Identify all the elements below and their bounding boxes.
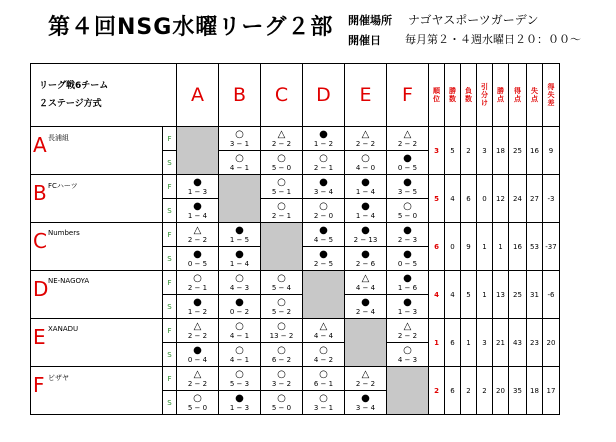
match-result-cell [261, 391, 303, 415]
result-symbol-icon: ○ [235, 129, 244, 140]
match-score: 4 − 0 [355, 164, 376, 172]
team-name: FCハーツ [48, 182, 78, 190]
result-symbol-icon: △ [361, 273, 370, 284]
stat-points: 21 [493, 319, 509, 367]
stat-gf: 24 [509, 175, 527, 223]
stat-rank: 1 [429, 319, 445, 367]
match-score: 2 − 1 [187, 284, 208, 292]
stat-gf: 35 [509, 367, 527, 415]
match-result-cell [219, 223, 261, 247]
match-result-cell [387, 151, 429, 175]
self-match-cell [177, 127, 219, 175]
match-result-cell [303, 391, 345, 415]
stat-header-5: 得点 [509, 64, 527, 127]
result-symbol-icon: ○ [319, 201, 328, 212]
match-result-cell [177, 295, 219, 319]
self-match-cell [345, 319, 387, 367]
stat-gf: 25 [509, 271, 527, 319]
match-score: 0 − 4 [187, 356, 208, 364]
stage-label: F [163, 223, 177, 247]
match-score: 1 − 3 [187, 188, 208, 196]
stat-header-1: 勝数 [445, 64, 461, 127]
team-name: NE-NAGOYA [48, 277, 90, 285]
result-symbol-icon: ○ [193, 273, 202, 284]
table-row [31, 175, 560, 199]
stat-diff: -3 [543, 175, 560, 223]
match-result-cell [303, 223, 345, 247]
column-header-e: E [345, 64, 387, 127]
result-symbol-icon: ○ [193, 393, 202, 404]
match-score: 5 − 0 [271, 404, 292, 412]
venue-value: ナゴヤスポーツガーデン [408, 13, 539, 27]
result-symbol-icon: ○ [277, 177, 286, 188]
match-result-cell [219, 343, 261, 367]
match-score: 3 − 1 [229, 140, 250, 148]
stat-wins: 5 [445, 127, 461, 175]
stat-losses: 5 [461, 271, 477, 319]
stat-points: 18 [493, 127, 509, 175]
stat-draws: 2 [477, 367, 493, 415]
match-result-cell [387, 127, 429, 151]
result-symbol-icon: ○ [319, 153, 328, 164]
table-corner [31, 64, 177, 127]
stat-draws: 0 [477, 175, 493, 223]
match-result-cell [261, 343, 303, 367]
match-score: 1 − 6 [397, 284, 418, 292]
result-symbol-icon: △ [277, 129, 286, 140]
stage-label: S [163, 391, 177, 415]
stat-draws: 3 [477, 127, 493, 175]
result-symbol-icon: ○ [235, 321, 244, 332]
stat-rank: 2 [429, 367, 445, 415]
match-result-cell [177, 367, 219, 391]
match-result-cell [219, 127, 261, 151]
match-score: 4 − 4 [313, 332, 334, 340]
match-result-cell [387, 175, 429, 199]
match-result-cell [219, 295, 261, 319]
result-symbol-icon: ● [403, 177, 412, 188]
match-result-cell [387, 271, 429, 295]
self-match-cell [261, 223, 303, 271]
match-score: 2 − 1 [271, 212, 292, 220]
stat-wins: 6 [445, 367, 461, 415]
result-symbol-icon: ● [235, 249, 244, 260]
match-result-cell [261, 151, 303, 175]
result-symbol-icon: ● [193, 201, 202, 212]
result-symbol-icon: △ [319, 321, 328, 332]
result-symbol-icon: ○ [277, 201, 286, 212]
team-cell [31, 367, 163, 415]
stat-diff: -37 [543, 223, 560, 271]
stat-points: 12 [493, 175, 509, 223]
match-result-cell [345, 175, 387, 199]
match-result-cell [219, 247, 261, 271]
stat-gf: 16 [509, 223, 527, 271]
result-symbol-icon: ● [361, 225, 370, 236]
team-letter: C [33, 229, 47, 253]
match-score: 5 − 1 [271, 188, 292, 196]
match-result-cell [261, 199, 303, 223]
column-header-c: C [261, 64, 303, 127]
result-symbol-icon: ○ [277, 393, 286, 404]
match-score: 1 − 5 [229, 236, 250, 244]
match-score: 2 − 2 [397, 332, 418, 340]
match-result-cell [261, 127, 303, 151]
match-result-cell [303, 247, 345, 271]
team-letter: B [33, 181, 47, 205]
match-result-cell [219, 391, 261, 415]
match-result-cell [345, 271, 387, 295]
stat-ga: 53 [527, 223, 543, 271]
result-symbol-icon: ● [235, 393, 244, 404]
team-letter: A [33, 133, 47, 157]
match-result-cell [387, 343, 429, 367]
match-result-cell [303, 343, 345, 367]
match-score: 5 − 3 [229, 380, 250, 388]
match-result-cell [261, 319, 303, 343]
match-result-cell [261, 175, 303, 199]
stat-gf: 43 [509, 319, 527, 367]
match-score: 1 − 4 [187, 212, 208, 220]
stat-header-0: 順位 [429, 64, 445, 127]
result-symbol-icon: ● [403, 153, 412, 164]
stage-label: F [163, 319, 177, 343]
stat-draws: 1 [477, 271, 493, 319]
match-result-cell [177, 271, 219, 295]
team-cell [31, 271, 163, 319]
team-letter: D [33, 277, 49, 301]
result-symbol-icon: ● [361, 297, 370, 308]
result-symbol-icon: ● [319, 129, 328, 140]
match-result-cell [303, 151, 345, 175]
stage-label: F [163, 175, 177, 199]
result-symbol-icon: ○ [361, 153, 370, 164]
stat-header-3: 引分け [477, 64, 493, 127]
team-name: Numbers [48, 229, 80, 237]
match-score: 5 − 0 [271, 164, 292, 172]
stat-wins: 4 [445, 175, 461, 223]
match-result-cell [177, 175, 219, 199]
match-result-cell [219, 271, 261, 295]
table-row [31, 319, 560, 343]
stat-header-4: 勝点 [493, 64, 509, 127]
match-score: 5 − 0 [397, 212, 418, 220]
date-label: 開催日 [348, 34, 381, 47]
match-result-cell [261, 295, 303, 319]
result-symbol-icon: ● [361, 249, 370, 260]
stage-label: S [163, 199, 177, 223]
match-score: 1 − 2 [313, 140, 334, 148]
result-symbol-icon: ○ [319, 345, 328, 356]
match-score: 0 − 5 [397, 164, 418, 172]
match-result-cell [345, 295, 387, 319]
stat-ga: 23 [527, 319, 543, 367]
match-result-cell [387, 199, 429, 223]
match-result-cell [177, 391, 219, 415]
stat-ga: 27 [527, 175, 543, 223]
page-title: 第４回NSG水曜リーグ２部 [48, 15, 334, 40]
stat-rank: 4 [429, 271, 445, 319]
stat-points: 1 [493, 223, 509, 271]
team-name: XANADU [48, 325, 79, 333]
match-result-cell [177, 247, 219, 271]
result-symbol-icon: ● [361, 177, 370, 188]
result-symbol-icon: ○ [277, 153, 286, 164]
result-symbol-icon: △ [193, 225, 202, 236]
column-header-a: A [177, 64, 219, 127]
result-symbol-icon: △ [193, 321, 202, 332]
match-score: 2 − 2 [187, 332, 208, 340]
stat-losses: 2 [461, 367, 477, 415]
match-result-cell [345, 199, 387, 223]
match-score: 13 − 2 [269, 332, 294, 340]
match-score: 2 − 4 [355, 308, 376, 316]
match-score: 2 − 3 [397, 236, 418, 244]
stat-header-6: 失点 [527, 64, 543, 127]
result-symbol-icon: ● [403, 249, 412, 260]
team-name: 長浦組 [48, 134, 69, 142]
result-symbol-icon: △ [361, 369, 370, 380]
stat-ga: 18 [527, 367, 543, 415]
match-result-cell [219, 367, 261, 391]
result-symbol-icon: ● [193, 177, 202, 188]
result-symbol-icon: ○ [403, 345, 412, 356]
stage-label: S [163, 343, 177, 367]
league-format-line2: ２ステージ方式 [39, 99, 102, 109]
self-match-cell [303, 271, 345, 319]
self-match-cell [387, 367, 429, 415]
stage-label: S [163, 151, 177, 175]
match-result-cell [177, 343, 219, 367]
result-symbol-icon: ● [319, 249, 328, 260]
stage-label: F [163, 127, 177, 151]
match-result-cell [303, 319, 345, 343]
stat-diff: 9 [543, 127, 560, 175]
team-letter: E [33, 325, 46, 349]
result-symbol-icon: ○ [235, 153, 244, 164]
match-score: 4 − 4 [355, 284, 376, 292]
result-symbol-icon: ○ [277, 297, 286, 308]
match-score: 0 − 5 [187, 260, 208, 268]
match-result-cell [177, 223, 219, 247]
result-symbol-icon: ● [403, 273, 412, 284]
stage-label: F [163, 367, 177, 391]
stat-diff: -6 [543, 271, 560, 319]
table-row [31, 223, 560, 247]
match-result-cell [387, 223, 429, 247]
match-result-cell [345, 367, 387, 391]
match-score: 0 − 2 [229, 308, 250, 316]
stat-ga: 31 [527, 271, 543, 319]
match-score: 4 − 1 [229, 356, 250, 364]
stat-header-7: 得失差 [543, 64, 560, 127]
result-symbol-icon: △ [403, 129, 412, 140]
result-symbol-icon: ● [235, 297, 244, 308]
match-score: 2 − 2 [355, 380, 376, 388]
result-symbol-icon: ○ [277, 273, 286, 284]
self-match-cell [219, 175, 261, 223]
match-score: 2 − 13 [353, 236, 378, 244]
match-result-cell [345, 127, 387, 151]
result-symbol-icon: ● [193, 297, 202, 308]
match-score: 6 − 2 [271, 356, 292, 364]
match-score: 3 − 4 [355, 404, 376, 412]
result-symbol-icon: △ [403, 321, 412, 332]
match-result-cell [345, 223, 387, 247]
result-symbol-icon: ○ [235, 273, 244, 284]
date-value: 毎月第２・４週水曜日２０：００〜 [405, 33, 581, 46]
match-result-cell [177, 319, 219, 343]
match-result-cell [219, 319, 261, 343]
match-result-cell [261, 271, 303, 295]
match-result-cell [387, 319, 429, 343]
stat-rank: 5 [429, 175, 445, 223]
match-score: 2 − 2 [187, 380, 208, 388]
match-result-cell [303, 175, 345, 199]
match-result-cell [387, 247, 429, 271]
table-header-row [31, 64, 560, 127]
stat-losses: 6 [461, 175, 477, 223]
result-symbol-icon: △ [361, 129, 370, 140]
team-letter: F [33, 373, 45, 397]
result-symbol-icon: ● [235, 225, 244, 236]
stat-gf: 25 [509, 127, 527, 175]
match-score: 4 − 5 [313, 236, 334, 244]
match-score: 3 − 1 [313, 404, 334, 412]
match-result-cell [303, 367, 345, 391]
result-symbol-icon: ○ [235, 345, 244, 356]
match-score: 1 − 4 [229, 260, 250, 268]
column-header-d: D [303, 64, 345, 127]
stage-label: S [163, 295, 177, 319]
stage-label: S [163, 247, 177, 271]
match-score: 2 − 1 [313, 164, 334, 172]
team-cell [31, 223, 163, 271]
match-score: 5 − 4 [271, 284, 292, 292]
result-symbol-icon: ○ [319, 393, 328, 404]
match-result-cell [345, 151, 387, 175]
match-score: 2 − 0 [313, 212, 334, 220]
table-row [31, 127, 560, 151]
match-score: 1 − 3 [397, 308, 418, 316]
match-score: 4 − 3 [397, 356, 418, 364]
result-symbol-icon: ○ [403, 201, 412, 212]
match-score: 2 − 2 [397, 140, 418, 148]
match-score: 3 − 5 [397, 188, 418, 196]
result-symbol-icon: ● [403, 225, 412, 236]
stat-wins: 0 [445, 223, 461, 271]
match-result-cell [177, 199, 219, 223]
result-symbol-icon: △ [193, 369, 202, 380]
match-score: 2 − 6 [355, 260, 376, 268]
result-symbol-icon: ○ [277, 321, 286, 332]
match-score: 4 − 3 [229, 284, 250, 292]
result-symbol-icon: ○ [277, 345, 286, 356]
match-score: 0 − 5 [397, 260, 418, 268]
match-score: 5 − 2 [271, 308, 292, 316]
result-symbol-icon: ○ [319, 369, 328, 380]
match-score: 1 − 3 [229, 404, 250, 412]
team-cell [31, 319, 163, 367]
match-result-cell [345, 391, 387, 415]
team-cell [31, 127, 163, 175]
result-symbol-icon: ● [193, 249, 202, 260]
match-result-cell [303, 127, 345, 151]
match-score: 4 − 1 [229, 332, 250, 340]
stat-draws: 1 [477, 223, 493, 271]
table-row [31, 367, 560, 391]
stat-draws: 3 [477, 319, 493, 367]
league-format-line1: リーグ戦6チーム [39, 81, 109, 91]
result-symbol-icon: ○ [235, 369, 244, 380]
stage-label: F [163, 271, 177, 295]
result-symbol-icon: ● [319, 225, 328, 236]
match-score: 3 − 2 [271, 380, 292, 388]
match-score: 2 − 2 [187, 236, 208, 244]
stat-header-2: 負数 [461, 64, 477, 127]
match-score: 4 − 1 [229, 164, 250, 172]
stat-diff: 17 [543, 367, 560, 415]
table-row [31, 271, 560, 295]
stat-rank: 3 [429, 127, 445, 175]
match-result-cell [345, 247, 387, 271]
league-table [30, 63, 560, 415]
match-score: 1 − 4 [355, 188, 376, 196]
result-symbol-icon: ● [361, 201, 370, 212]
stat-points: 20 [493, 367, 509, 415]
result-symbol-icon: ● [193, 345, 202, 356]
column-header-b: B [219, 64, 261, 127]
stat-points: 13 [493, 271, 509, 319]
result-symbol-icon: ● [319, 177, 328, 188]
venue-label: 開催場所 [348, 14, 392, 27]
team-name: ビザヤ [48, 374, 69, 382]
stat-ga: 16 [527, 127, 543, 175]
match-result-cell [219, 151, 261, 175]
stat-wins: 4 [445, 271, 461, 319]
match-score: 4 − 2 [313, 356, 334, 364]
stat-rank: 6 [429, 223, 445, 271]
match-score: 1 − 4 [355, 212, 376, 220]
match-result-cell [387, 295, 429, 319]
result-symbol-icon: ○ [277, 369, 286, 380]
column-header-f: F [387, 64, 429, 127]
match-score: 2 − 2 [355, 140, 376, 148]
match-score: 2 − 5 [313, 260, 334, 268]
match-score: 6 − 1 [313, 380, 334, 388]
match-result-cell [303, 199, 345, 223]
match-score: 1 − 2 [187, 308, 208, 316]
match-score: 3 − 4 [313, 188, 334, 196]
match-score: 2 − 2 [271, 140, 292, 148]
stat-losses: 1 [461, 319, 477, 367]
stat-losses: 2 [461, 127, 477, 175]
stat-wins: 6 [445, 319, 461, 367]
match-result-cell [261, 367, 303, 391]
stat-diff: 20 [543, 319, 560, 367]
result-symbol-icon: ● [361, 393, 370, 404]
team-cell [31, 175, 163, 223]
result-symbol-icon: ● [403, 297, 412, 308]
match-score: 5 − 0 [187, 404, 208, 412]
stat-losses: 9 [461, 223, 477, 271]
